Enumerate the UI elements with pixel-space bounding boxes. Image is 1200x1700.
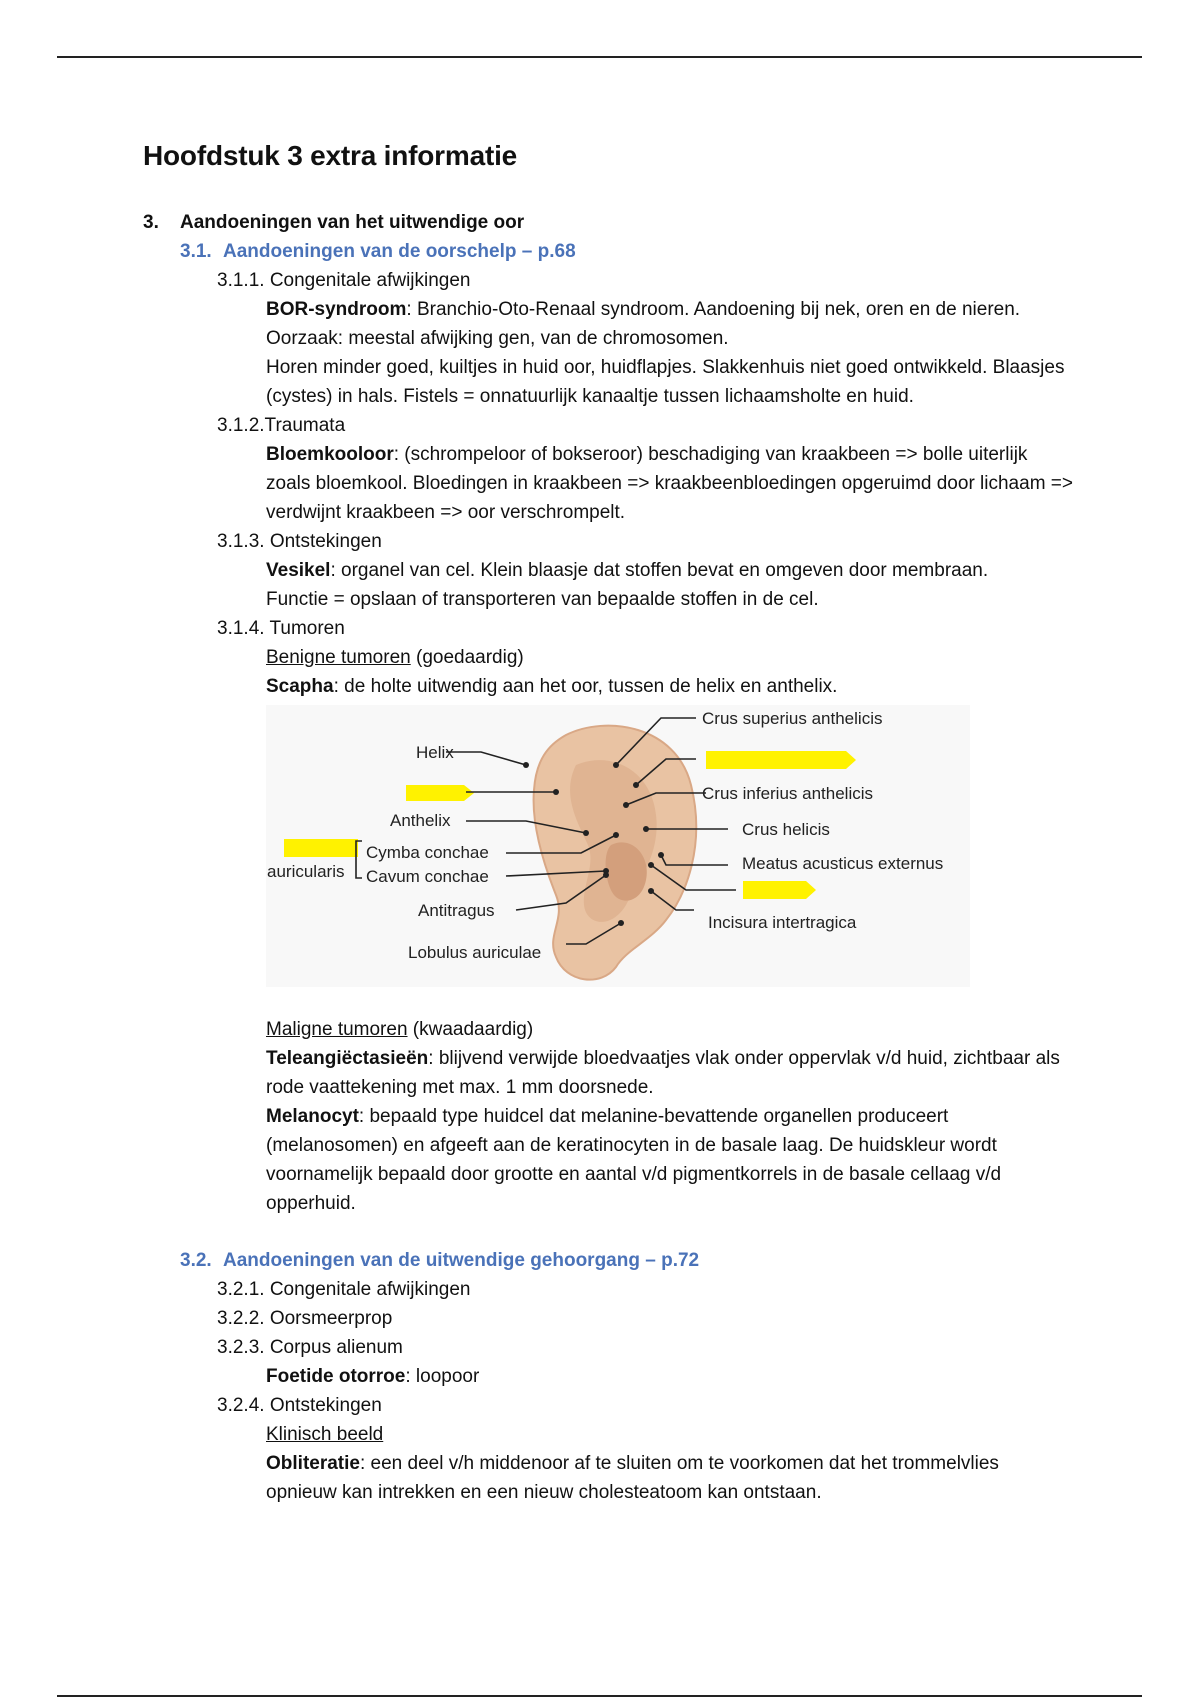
term-bor: BOR-syndroom xyxy=(266,299,407,320)
ear-diagram xyxy=(266,705,970,987)
top-rule xyxy=(57,56,1142,58)
label-crus-helicis: Crus helicis xyxy=(742,820,830,839)
subsection-3-2-2: 3.2.2. Oorsmeerprop xyxy=(217,1308,393,1329)
malign-suffix: (kwaadaardig) xyxy=(407,1019,534,1040)
label-antitragus: Antitragus xyxy=(418,901,495,920)
label-lobulus: Lobulus auriculae xyxy=(408,943,542,962)
term-foetide: Foetide otorroe xyxy=(266,1366,406,1387)
scapha-text: : de holte uitwendig aan het oor, tussen de helix en anthelix. xyxy=(333,676,838,697)
vesikel-paragraph xyxy=(266,556,1073,585)
label-auricularis: auricularis xyxy=(267,862,345,881)
highlight-2 xyxy=(406,785,474,801)
highlight-1 xyxy=(706,751,856,769)
chapter-heading xyxy=(143,208,1073,237)
bloemkool-paragraph xyxy=(266,440,1073,527)
term-tele: Teleangiëctasieën xyxy=(266,1048,429,1069)
benign-heading xyxy=(266,643,1073,672)
subsection-3-1-4: 3.1.4. Tumoren xyxy=(217,618,345,639)
subsection-3-1-1: 3.1.1. Congenitale afwijkingen xyxy=(217,270,471,291)
foetide-text: : loopoor xyxy=(405,1366,480,1387)
ear-anatomy-figure xyxy=(266,705,970,987)
label-incisura: Incisura intertragica xyxy=(708,913,857,932)
highlight-4 xyxy=(743,881,816,899)
vesikel-text: : organel van cel. Klein blaasje dat stoffen bevat en omgeven door membraan. xyxy=(330,560,989,581)
tele-text: : blijvend verwijde bloedvaatjes vlak onder oppervlak v/d huid, zichtbaar als rode vaattekening met max. 1 mm doorsnede. xyxy=(266,1048,1060,1098)
subsection-3-1-3: 3.1.3. Ontstekingen xyxy=(217,531,382,552)
highlight-3 xyxy=(284,839,358,857)
section-title: Aandoeningen van de uitwendige gehoorgang – p.72 xyxy=(223,1250,700,1271)
term-melanocyt: Melanocyt xyxy=(266,1106,359,1127)
label-meatus: Meatus acusticus externus xyxy=(742,854,944,873)
benign-label: Benigne tumoren xyxy=(266,647,411,668)
term-bloemkooloor: Bloemkooloor xyxy=(266,444,394,465)
label-crus-superius: Crus superius anthelicis xyxy=(702,709,883,728)
term-vesikel: Vesikel xyxy=(266,560,331,581)
term-obliteratie: Obliteratie xyxy=(266,1453,360,1474)
tele-paragraph xyxy=(266,1044,1073,1102)
bor-text: : Branchio-Oto-Renaal syndroom. Aandoening bij nek, oren en de nieren. Oorzaak: meestal afwijking gen, van de chromosomen. xyxy=(266,299,1021,349)
label-cavum-conchae: Cavum conchae xyxy=(366,867,489,886)
bloemkool-text: : (schrompeloor of bokseroor) beschadiging van kraakbeen => bolle uiterlijk zoals bloemkool. Bloedingen in kraakbeen => kraakbeenbloedingen opgeruimd door lichaam => verdwijnt kraakbeen => oor verschrompelt. xyxy=(266,444,1073,523)
scapha-paragraph xyxy=(266,672,1073,701)
foetide-paragraph xyxy=(266,1362,1073,1391)
subsection-3-2-1: 3.2.1. Congenitale afwijkingen xyxy=(217,1279,471,1300)
malign-label: Maligne tumoren xyxy=(266,1019,408,1040)
melano-text: : bepaald type huidcel dat melanine-bevattende organellen produceert (melanosomen) en afgeeft aan de keratinocyten in de basale laag. De huidskleur wordt voornamelijk bepaald door grootte en aantal v/d pigmentkorrels in de basale cellaag v/d opperhuid. xyxy=(266,1106,1002,1214)
term-scapha: Scapha xyxy=(266,676,334,697)
klinisch-heading xyxy=(266,1420,1073,1449)
page-title: Hoofdstuk 3 extra informatie xyxy=(143,140,518,171)
malign-heading xyxy=(266,1015,1073,1044)
chapter-title: Aandoeningen van het uitwendige oor xyxy=(180,212,525,233)
section-number: 3.1. xyxy=(180,241,212,262)
subsection-3-2-3: 3.2.3. Corpus alienum xyxy=(217,1337,403,1358)
chapter-number: 3. xyxy=(143,212,159,233)
benign-suffix: (goedaardig) xyxy=(410,647,524,668)
subsection-3-2-4: 3.2.4. Ontstekingen xyxy=(217,1395,382,1416)
klinisch-label: Klinisch beeld xyxy=(266,1424,384,1445)
bor-paragraph xyxy=(266,295,1073,353)
label-helix: Helix xyxy=(416,743,454,762)
label-cymba-conchae: Cymba conchae xyxy=(366,843,489,862)
bor-paragraph-2: Horen minder goed, kuiltjes in huid oor, huidflapjes. Slakkenhuis niet goed ontwikkeld. Blaasjes (cystes) in hals. Fistels = onnatuurlijk kanaaltje tussen lichaamsholte en huid. xyxy=(266,357,1065,407)
section-title: Aandoeningen van de oorschelp – p.68 xyxy=(223,241,576,262)
bottom-rule xyxy=(57,1695,1142,1697)
section-3-1-heading xyxy=(180,237,1073,266)
label-anthelix: Anthelix xyxy=(390,811,451,830)
oblit-paragraph xyxy=(266,1449,1073,1507)
melano-paragraph xyxy=(266,1102,1073,1218)
functie-paragraph: Functie = opslaan of transporteren van bepaalde stoffen in de cel. xyxy=(266,589,819,610)
oblit-text: : een deel v/h middenoor af te sluiten om te voorkomen dat het trommelvlies opnieuw kan intrekken en een nieuw cholesteatoom kan ontstaan. xyxy=(266,1453,999,1503)
section-number: 3.2. xyxy=(180,1250,212,1271)
label-crus-inferius: Crus inferius anthelicis xyxy=(702,784,874,803)
subsection-3-1-2: 3.1.2.Traumata xyxy=(217,415,346,436)
document-body xyxy=(143,140,1073,1507)
section-3-2-heading xyxy=(180,1246,1073,1275)
